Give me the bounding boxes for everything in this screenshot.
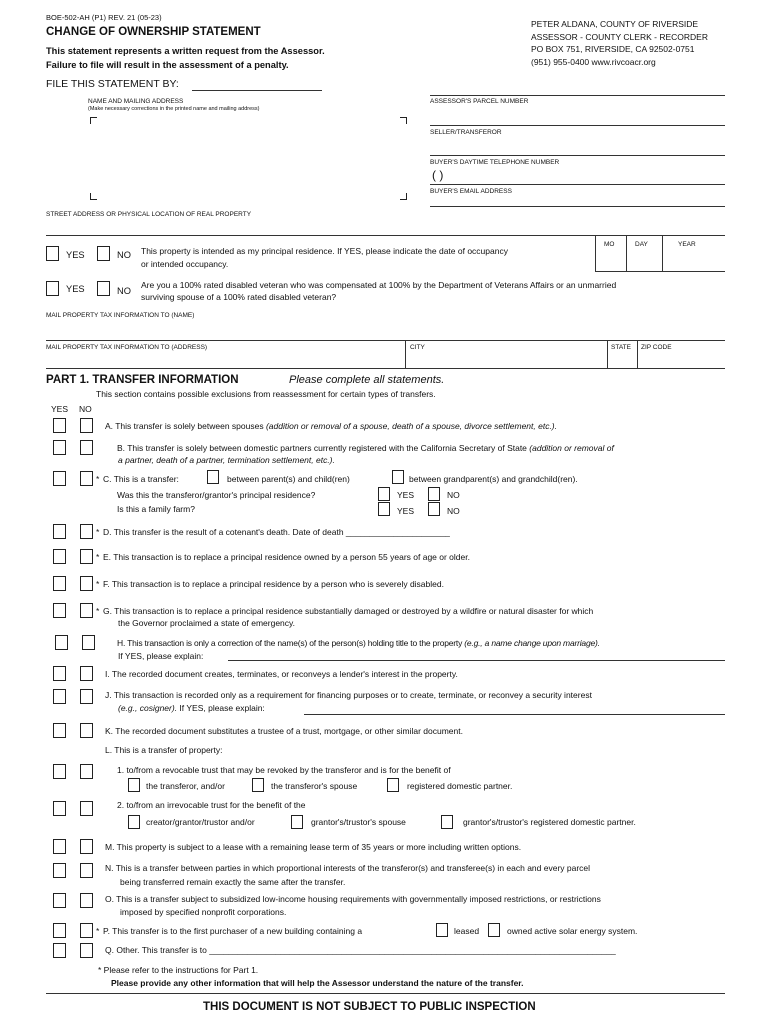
street-field[interactable] [46, 235, 725, 236]
item-c: C. This is a transfer: [103, 474, 179, 484]
c-family-farm-question: Is this a family farm? [117, 504, 195, 514]
email-field[interactable] [430, 206, 725, 207]
item-b-note: (addition or removal of [529, 443, 614, 453]
divider [662, 236, 663, 272]
c-no-checkbox[interactable] [80, 471, 93, 486]
item-n-2: being transferred remain exactly the same after the transfer. [120, 877, 346, 887]
address-corner-tl [90, 117, 97, 124]
principal-res-question-2: or intended occupancy. [141, 259, 229, 269]
occupancy-date-field[interactable] [595, 271, 725, 272]
address-corner-tr [400, 117, 407, 124]
star-marker: * [96, 474, 100, 484]
c-principal-res-no-checkbox[interactable] [428, 487, 440, 501]
file-by-date-field[interactable] [192, 90, 322, 91]
e-yes-checkbox[interactable] [53, 549, 66, 564]
p-yes-checkbox[interactable] [53, 923, 66, 938]
item-l1: 1. to/from a revocable trust that may be revoked by the transferor and is for the benefit of [117, 765, 451, 775]
item-j: J. This transaction is recorded only as a requirement for financing purposes or to create, terminate, or reconvey a security interest [105, 690, 592, 700]
yes-label: YES [66, 250, 85, 260]
k-no-checkbox[interactable] [80, 723, 93, 738]
email-label: BUYER'S EMAIL ADDRESS [430, 188, 512, 195]
yes-column-header: YES [51, 404, 69, 414]
item-i: I. The recorded document creates, terminates, or reconveys a lender's interest in the property. [105, 669, 458, 679]
address-corner-br [400, 193, 407, 200]
j-yes-checkbox[interactable] [53, 689, 66, 704]
item-j-note: (e.g., cosigner). [118, 703, 178, 713]
l2-spouse-checkbox[interactable] [291, 815, 303, 829]
office-line-1: PETER ALDANA, COUNTY OF RIVERSIDE [531, 19, 699, 29]
part1-instruction: Please complete all statements. [289, 374, 445, 386]
l2-partner-label: grantor's/trustor's registered domestic partner. [463, 817, 636, 827]
l1-partner-checkbox[interactable] [387, 778, 399, 792]
item-b [117, 443, 614, 453]
item-b-text: B. This transfer is solely between domestic partners currently registered with the California Secretary of State [117, 443, 530, 453]
c-yes-checkbox[interactable] [53, 471, 66, 486]
item-e: E. This transaction is to replace a principal residence owned by a person 55 years of age or older. [103, 552, 470, 562]
no-label: NO [447, 490, 460, 500]
divider [405, 340, 406, 368]
c-family-farm-yes-checkbox[interactable] [378, 502, 390, 516]
address-corner-bl [90, 193, 97, 200]
mail-name-field[interactable] [46, 340, 725, 341]
item-l: L. This is a transfer of property: [105, 745, 223, 755]
principal-res-yes-checkbox[interactable] [46, 246, 59, 261]
phone-field[interactable] [430, 184, 725, 185]
parcel-label: ASSESSOR'S PARCEL NUMBER [430, 98, 529, 105]
f-no-checkbox[interactable] [80, 576, 93, 591]
g-yes-checkbox[interactable] [53, 603, 66, 618]
state-label: STATE [611, 344, 631, 351]
seller-field[interactable] [430, 155, 725, 156]
g-no-checkbox[interactable] [80, 603, 93, 618]
item-q: Q. Other. This transfer is to ______________________________________________________________________________________ [105, 945, 616, 955]
no-label: NO [117, 286, 131, 296]
veteran-yes-checkbox[interactable] [46, 281, 59, 296]
divider [46, 993, 725, 994]
d-no-checkbox[interactable] [80, 524, 93, 539]
l1-spouse-label: the transferor's spouse [271, 781, 358, 791]
item-h-note: (e.g., a name change upon marriage). [464, 638, 600, 648]
e-no-checkbox[interactable] [80, 549, 93, 564]
l2-no-checkbox[interactable] [80, 801, 93, 816]
l1-transferor-checkbox[interactable] [128, 778, 140, 792]
o-no-checkbox[interactable] [80, 893, 93, 908]
p-owned-label: owned active solar energy system. [507, 926, 638, 936]
l1-transferor-label: the transferor, and/or [146, 781, 225, 791]
star-marker: * [96, 552, 100, 562]
i-no-checkbox[interactable] [80, 666, 93, 681]
file-by-label: FILE THIS STATEMENT BY: [46, 78, 179, 90]
item-l2: 2. to/from an irrevocable trust for the benefit of the [117, 800, 306, 810]
m-yes-checkbox[interactable] [53, 839, 66, 854]
item-a-note: (addition or removal of a spouse, death of a spouse, divorce settlement, etc.). [265, 421, 557, 431]
item-h-explain-label: If YES, please explain: [118, 651, 204, 661]
k-yes-checkbox[interactable] [53, 723, 66, 738]
a-yes-checkbox[interactable] [53, 418, 66, 433]
phone-parens: ( ) [432, 168, 444, 182]
f-yes-checkbox[interactable] [53, 576, 66, 591]
day-label: DAY [635, 241, 648, 248]
item-h-text: H. This transaction is only a correction of the name(s) of the person(s) holding title to the property [117, 638, 465, 648]
principal-res-no-checkbox[interactable] [97, 246, 110, 261]
l2-spouse-label: grantor's/trustor's spouse [311, 817, 406, 827]
veteran-no-checkbox[interactable] [97, 281, 110, 296]
name-address-field[interactable] [97, 124, 400, 193]
i-yes-checkbox[interactable] [53, 666, 66, 681]
a-no-checkbox[interactable] [80, 418, 93, 433]
l2-creator-label: creator/grantor/trustor and/or [146, 817, 255, 827]
b-yes-checkbox[interactable] [53, 440, 66, 455]
mail-address-field[interactable] [46, 368, 725, 369]
city-label: CITY [410, 344, 425, 351]
street-label: STREET ADDRESS OR PHYSICAL LOCATION OF REAL PROPERTY [46, 211, 252, 218]
name-address-note: (Make necessary corrections in the printed name and mailing address) [88, 106, 260, 112]
l1-no-checkbox[interactable] [80, 764, 93, 779]
divider [626, 236, 627, 272]
form-id: BOE-502-AH (P1) REV. 21 (05-23) [46, 13, 162, 22]
c-parent-child-label: between parent(s) and child(ren) [227, 474, 350, 484]
l2-creator-checkbox[interactable] [128, 815, 140, 829]
veteran-question-2: surviving spouse of a 100% rated disabled veteran? [141, 292, 337, 302]
o-yes-checkbox[interactable] [53, 893, 66, 908]
part1-subtitle: This section contains possible exclusions from reassessment for certain types of transfers. [96, 389, 436, 399]
item-j-2 [118, 703, 265, 713]
star-marker: * [96, 926, 100, 936]
item-o-2: imposed by specified nonprofit corporations. [120, 907, 287, 917]
warning-line-2: Failure to file will result in the assessment of a penalty. [46, 60, 289, 70]
seller-label: SELLER/TRANSFEROR [430, 129, 502, 136]
year-label: YEAR [678, 241, 696, 248]
p-leased-label: leased [454, 926, 480, 936]
divider [607, 340, 608, 368]
divider [637, 340, 638, 368]
l2-partner-checkbox[interactable] [441, 815, 453, 829]
l1-spouse-checkbox[interactable] [252, 778, 264, 792]
star-marker: * [96, 606, 100, 616]
mo-label: MO [604, 241, 615, 248]
zip-label: ZIP CODE [641, 344, 672, 351]
item-b-note-2: a partner, death of a partner, termination settlement, etc.). [118, 455, 335, 465]
veteran-question: Are you a 100% rated disabled veteran who was compensated at 100% by the Department of Veterans Affairs or an unmarried [141, 280, 617, 290]
h-explain-field[interactable] [228, 660, 725, 661]
item-g: G. This transaction is to replace a principal residence substantially damaged or destroyed by a wildfire or natural disaster for which [103, 606, 594, 616]
n-no-checkbox[interactable] [80, 863, 93, 878]
item-n: N. This is a transfer between parties in which proportional interests of the transferor(s) and transferee(s) in each and every parcel [105, 863, 591, 873]
yes-label: YES [66, 284, 85, 294]
q-yes-checkbox[interactable] [53, 943, 66, 958]
name-address-label: NAME AND MAILING ADDRESS [88, 98, 184, 105]
d-yes-checkbox[interactable] [53, 524, 66, 539]
l1-partner-label: registered domestic partner. [407, 781, 513, 791]
mail-name-label: MAIL PROPERTY TAX INFORMATION TO (NAME) [46, 312, 195, 319]
item-k: K. The recorded document substitutes a trustee of a trust, mortgage, or other similar document. [105, 726, 463, 736]
item-j-explain-label: If YES, please explain: [177, 703, 265, 713]
p-owned-checkbox[interactable] [488, 923, 500, 937]
item-f: F. This transaction is to replace a principal residence by a person who is severely disabled. [103, 579, 444, 589]
parcel-field[interactable] [430, 125, 725, 126]
item-d: D. This transfer is the result of a cotenant's death. Date of death ______________________ [103, 527, 450, 537]
part1-note: * Please refer to the instructions for Part 1. [98, 965, 259, 975]
phone-label: BUYER'S DAYTIME TELEPHONE NUMBER [430, 159, 560, 166]
j-explain-field[interactable] [304, 714, 725, 715]
yes-label: YES [397, 506, 415, 516]
q-no-checkbox[interactable] [80, 943, 93, 958]
c-principal-res-yes-checkbox[interactable] [378, 487, 390, 501]
l2-yes-checkbox[interactable] [53, 801, 66, 816]
no-column-header: NO [79, 404, 92, 414]
form-title: CHANGE OF OWNERSHIP STATEMENT [46, 26, 261, 38]
footer-notice: THIS DOCUMENT IS NOT SUBJECT TO PUBLIC INSPECTION [203, 1001, 536, 1013]
no-label: NO [117, 250, 131, 260]
part1-title: PART 1. TRANSFER INFORMATION [46, 374, 239, 386]
h-yes-checkbox[interactable] [55, 635, 68, 650]
star-marker: * [96, 579, 100, 589]
p-leased-checkbox[interactable] [436, 923, 448, 937]
mail-address-label: MAIL PROPERTY TAX INFORMATION TO (ADDRESS) [46, 344, 208, 351]
item-m: M. This property is subject to a lease with a remaining lease term of 35 years or more including written options. [105, 842, 522, 852]
no-label: NO [447, 506, 460, 516]
divider [430, 95, 725, 96]
c-principal-res-question: Was this the transferor/grantor's principal residence? [117, 490, 316, 500]
warning-line-1: This statement represents a written request from the Assessor. [46, 46, 325, 56]
divider [595, 236, 596, 272]
item-g-2: the Governor proclaimed a state of emergency. [118, 618, 296, 628]
p-no-checkbox[interactable] [80, 923, 93, 938]
j-no-checkbox[interactable] [80, 689, 93, 704]
item-o: O. This is a transfer subject to subsidized low-income housing requirements with governmentally imposed restrictions, or restrictions [105, 894, 601, 904]
office-line-2: ASSESSOR - COUNTY CLERK - RECORDER [531, 32, 708, 42]
office-line-3: PO BOX 751, RIVERSIDE, CA 92502-0751 [531, 44, 695, 54]
star-marker: * [96, 527, 100, 537]
n-yes-checkbox[interactable] [53, 863, 66, 878]
office-line-4: (951) 955-0400 www.rivcoacr.org [531, 57, 656, 67]
h-no-checkbox[interactable] [82, 635, 95, 650]
l1-yes-checkbox[interactable] [53, 764, 66, 779]
item-h [117, 638, 600, 648]
item-a [105, 421, 557, 431]
item-a-text: A. This transfer is solely between spouses [105, 421, 266, 431]
c-family-farm-no-checkbox[interactable] [428, 502, 440, 516]
b-no-checkbox[interactable] [80, 440, 93, 455]
m-no-checkbox[interactable] [80, 839, 93, 854]
c-parent-child-checkbox[interactable] [207, 470, 219, 484]
item-p: P. This transfer is to the first purchaser of a new building containing a [103, 926, 363, 936]
part1-note-2: Please provide any other information that will help the Assessor understand the nature of the transfer. [111, 978, 524, 988]
yes-label: YES [397, 490, 415, 500]
principal-res-question: This property is intended as my principal residence. If YES, please indicate the date of occupancy [141, 246, 508, 256]
c-grandparent-label: between grandparent(s) and grandchild(ren). [409, 474, 578, 484]
c-grandparent-checkbox[interactable] [392, 470, 404, 484]
